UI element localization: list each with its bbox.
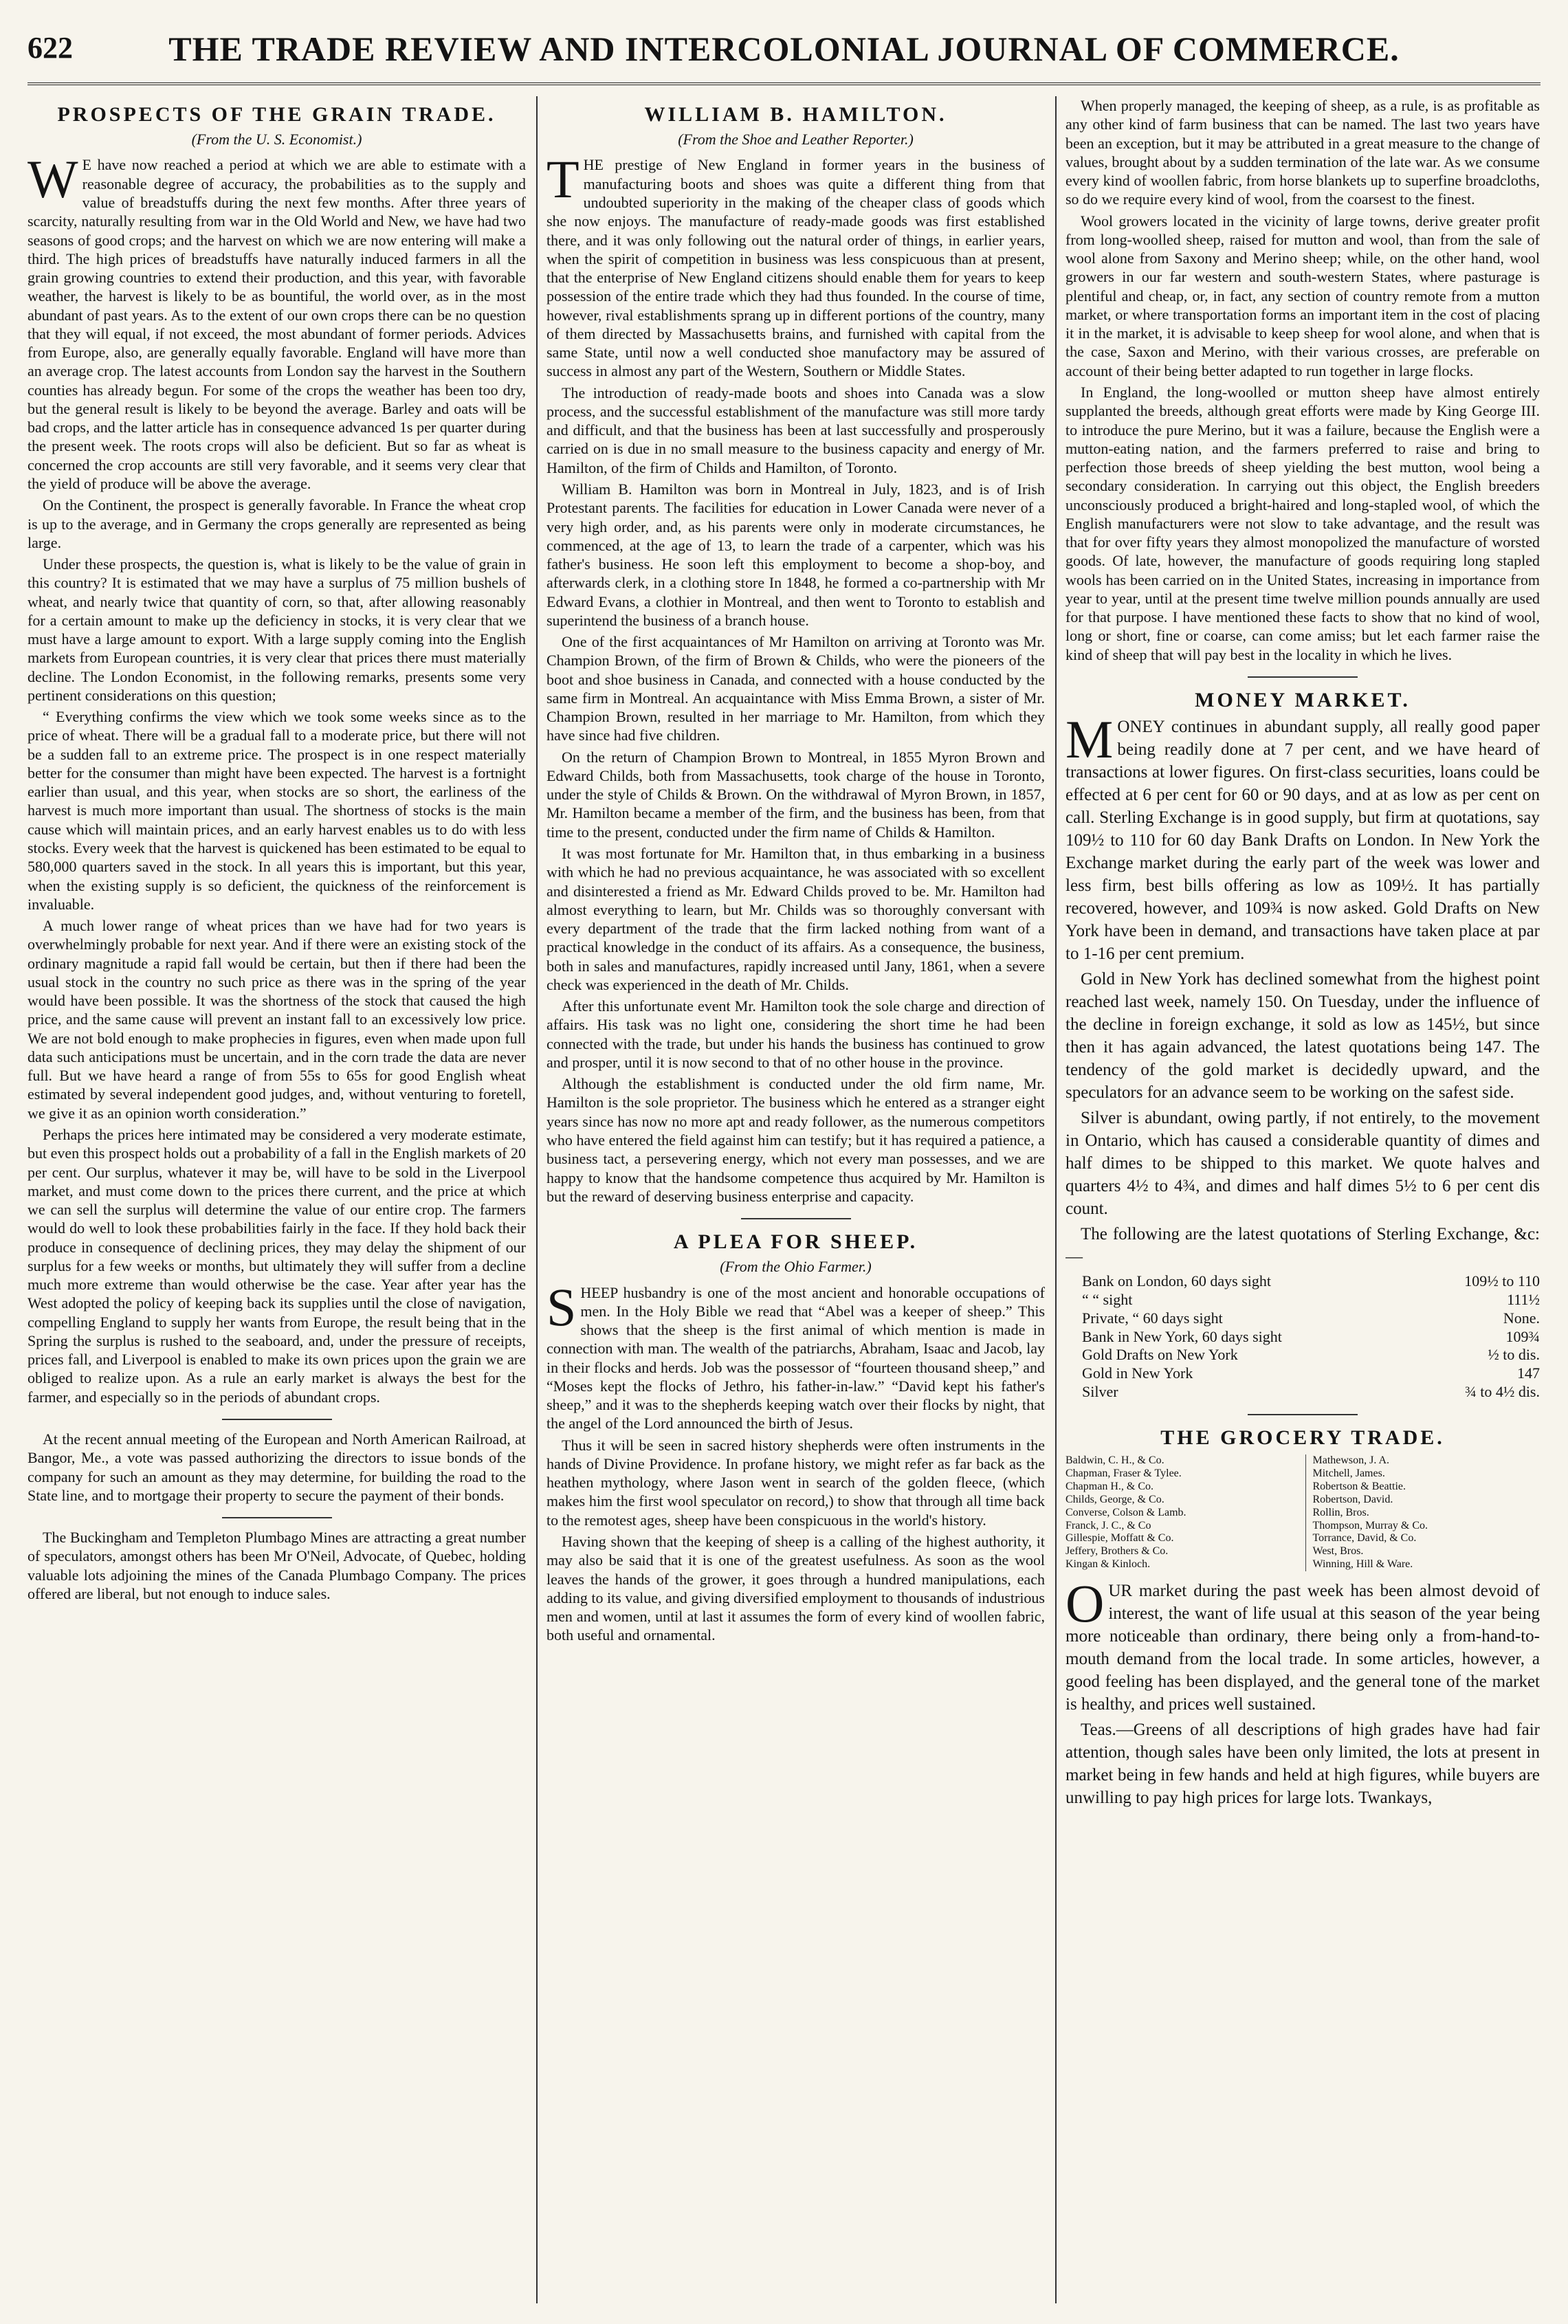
quote-row: Silver ¾ to 4½ dis. — [1082, 1383, 1540, 1401]
article-paragraph: When properly managed, the keeping of sheep, as a rule, is as profitable as any other kind of farm business that can be named. The last two years have been an exception, but it may be attributed in a great measure to the change of values, brought about by a sudden termination of the late war. As we consume every kind of woollen fabric, from horse blankets up to superfine broadcloths, so do we require every kind of wool, from the coarsest to the finest. — [1065, 97, 1540, 208]
exchange-quotations — [1082, 1272, 1540, 1402]
article-paragraph: Silver is abundant, owing partly, if not entirely, to the movement in Ontario, which has caused a considerable quantity of dimes and half dimes to be shipped to this market. We quote halves and quarters 4½ to 4¾, and dimes and half dimes 5½ to 6 per cent dis count. — [1065, 1109, 1540, 1219]
article-paragraph: Having shown that the keeping of sheep is a calling of the highest authority, it may also be said that it is one of the greatest usefulness. As soon as the wool leaves the hands of the grower, it goes through a hundred manipulations, each adding to its value, and giving diversified employment to thousands of industrious men and women, until at last it assumes the form of every kind of woollen fabric, both useful and ornamental. — [546, 1532, 1045, 1644]
firm-name: Winning, Hill & Ware. — [1312, 1558, 1413, 1571]
section-divider — [1248, 1414, 1358, 1415]
article-paragraph: William B. Hamilton was born in Montreal in July, 1823, and is of Irish Protestant parents. The facilities for education in Lower Canada were never of a very high order, and, as his parents were only in moderate circumstances, he commenced, at the age of 13, to learn the trade of a carpenter, which was his father's business. He soon left this employment to become a shop-boy, and afterwards clerk, in a clothing store In 1848, he formed a co-partnership with Mr Edward Evans, a clothier in Montreal, and then went to Toronto to establish and superintend the business of a branch house. — [546, 480, 1045, 629]
column-3 — [1065, 96, 1540, 2303]
article-paragraph: Although the establishment is conducted under the old firm name, Mr. Hamilton is the sole proprietor. The business which he entered as a stranger eight years since has now no more apt and ready follower, as the numerous competitors who have entered the field against him can testify; but it has required a patience, a business tact, a persevering energy, which not every man possesses, and we are happy to know that the handsome competence thus acquired by Mr. Hamilton is but the reward of deserving business enterprise and capacity. — [546, 1075, 1045, 1205]
article-paragraph: The following are the latest quotations of Sterling Exchange, &c:— — [1065, 1225, 1540, 1267]
firm-name: Converse, Colson & Lamb. — [1065, 1506, 1186, 1518]
article-paragraph: W E have now reached a period at which we are able to estimate with a reasonable degree of accuracy, the probabilities as to the supply and value of breadstuffs during the next few months. After three years of scarcity, naturally resulting from war in the Old World and New, we have had two seasons of good crops; and the harvest on which we are now entering will make a third. The high prices of breadstuffs have naturally induced farmers in all the grain growing countries to extend their production, and this year, with favorable weather, the harvest is likely to be as bountiful, the world over, as in the most abundant of past years. As to the extent of our own crops there can be no question that they will equal, if not exceed, the most abundant of former periods. Advices from Europe, also, are generally equally favorable. England will have more than an average crop. The latest accounts from London say the harvest in the Southern counties has already begun. For some of the crops the weather has been too dry, but the general result is likely to be beyond the average. Barley and oats will be bad crops, and the latter article has in consequence advanced 1s per quarter during the present week. The roots crops will also be deficient. But so far as wheat is concerned the crop accounts are still very favorable, and it seems very clear that the yield of produce will be above the average. — [27, 149, 526, 492]
article-title-grocery: THE GROCERY TRADE. — [1160, 1426, 1445, 1449]
firm-column-left — [1065, 1454, 1293, 1571]
quote-row: “ “ sight 111½ — [1082, 1290, 1540, 1308]
column-2 — [546, 96, 1045, 2303]
article-paragraph: Perhaps the prices here intimated may be considered a very moderate estimate, but even this prospect holds out a probability of a fall in the English markets of 20 per cent. Our surplus, whatever it may be, will have to be sold in the Liverpool market, and must come down to the prices there current, and the price at which we can sell the surplus will determine the value of our entire crop. The farmers would do well to look these probabilities fairly in the face. If they hold back their produce in consequence of declining prices, they may delay the shipment of our surplus for a few weeks or months, but ultimately they will suffer from a decline much more extreme than would otherwise be the case. Year after year has the West adopted the policy of keeping back its supplies until the close of navigation, compelling England to supply her wants from Europe, the result being that in the Spring the surplus is rushed to the seaboard, and, under the pressure of receipts, prices fall, and Liverpool is enabled to make its own prices upon the grain we are obliged to realize upon. As a rule an early market is always the best for the farmer, and especially so in the periods of abundant crops. — [27, 1126, 526, 1406]
column-rule — [1055, 96, 1057, 2303]
page-header — [27, 26, 1541, 85]
article-title-sheep: A PLEA FOR SHEEP. — [673, 1230, 918, 1254]
article-paragraph: OUR market during the past week has been almost devoid of interest, the want of life usual at this season of the year being more noticeable than ordinary, there being only a from-hand-to-mouth demand from the local trade. In some articles, however, a good feeling has been displayed, and the general tone of the market is healthy, and prices well sustained. — [1065, 1573, 1540, 1714]
article-source: (From the Shoe and Leather Reporter.) — [678, 131, 914, 148]
quote-row: Bank on London, 60 days sight 109½ to 110 — [1082, 1272, 1540, 1290]
firm-name: Rollin, Bros. — [1312, 1506, 1369, 1518]
section-divider — [222, 1419, 332, 1420]
masthead-title: THE TRADE REVIEW AND INTERCOLONIAL JOURNAL OF COMMERCE. — [168, 30, 1400, 68]
firm-list — [1065, 1454, 1540, 1571]
quote-row: Gold in New York 147 — [1082, 1364, 1540, 1382]
article-paragraph: A much lower range of wheat prices than we have had for two years is overwhelmingly probable for next year. And if there were an existing stock of the ordinary magnitude a rapid fall would be certain, but then if there had been the usual stock in the country no such price as there was in the spring of the year would have been possible. It was the shortness of the stock that caused the high price, and the same cause will prevent an instant fall to an excessively low price. We are not bold enough to make prophecies in figures, even when made upon full data such anticipations must be uncertain, and in the corn trade the data are never full. But we have heard a range of from 55s to 65s for good English wheat estimated by several independent good judges, and, without venturing to foretell, we give it as an opinion worth consideration.” — [27, 917, 526, 1122]
firm-name: Mathewson, J. A. — [1312, 1454, 1390, 1467]
article-paragraph: Gold in New York has declined somewhat from the highest point reached last week, namely 150. On Tuesday, under the influence of the decline in foreign exchange, it sold as low as 145½, but since then it has again advanced, the latest quotations being 147. The tendency of the gold market is decidedly upward, and the speculators for an advance seem to be working on the safest side. — [1065, 970, 1540, 1103]
firm-name: Franck, J. C., & Co — [1065, 1519, 1151, 1531]
firm-name: West, Bros. — [1312, 1545, 1364, 1558]
article-paragraph: Wool growers located in the vicinity of large towns, derive greater profit from long-woolled sheep, raised for mutton and wool, than from the sale of wool alone from Saxony and Merino sheep; while, on the other hand, wool growers in our far western and south-western States, where pasturage is plentiful and cheap, or, in fact, any section of country remote from a mutton market, or where transportation forms an important item in the cost of placing it in the market, it is advisable to keep sheep for wool alone, and when that is the case, Saxon and Merino, with their various crosses, are preferable on account of their being better adapted to run together in large flocks. — [1065, 212, 1540, 379]
drop-cap: W — [27, 149, 78, 210]
firm-name: Chapman, Fraser & Tylee. — [1065, 1468, 1182, 1480]
firm-name: Childs, George, & Co. — [1065, 1493, 1164, 1505]
firm-name: Jeffery, Brothers & Co. — [1065, 1545, 1169, 1558]
article-source: (From the Ohio Farmer.) — [720, 1258, 872, 1276]
article-paragraph: Teas.—Greens of all descriptions of high grades have had fair attention, though sales have been only limited, the lots at present in market being in few hands and held at high figures, while buyers are unwilling to pay high prices for large lots. Twankays, — [1065, 1720, 1540, 1808]
news-note: At the recent annual meeting of the European and North American Railroad, at Bangor, Me., a vote was passed authorizing the directors to issue bonds of the company for such an amount as they may determine, for building the road to the State line, and to mortgage their property to secure the payment of their bonds. — [27, 1430, 526, 1504]
section-divider — [741, 1218, 851, 1219]
article-paragraph: MONEY continues in abundant supply, all really good paper being readily done at 7 per cent, and we have heard of transactions at lower figures. On first-class securities, loans could be effected at 6 per cent for 60 or 90 days, and at as low as per cent on call. Sterling Exchange is in good supply, but firm at quotations, say 109½ to 110 for 60 day Bank Drafts on London. In New York the Exchange market during the early part of the week was lower and less firm, best bills offering as low as 109½. It has partially recovered, however, and 109¾ is now asked. Gold Drafts on New York have been in demand, and transactions have taken place at par to 1-16 per cent premium. — [1065, 709, 1540, 964]
grocery-body — [1065, 1573, 1540, 1809]
article-title-money: MONEY MARKET. — [1195, 688, 1411, 711]
news-note: The Buckingham and Templeton Plumbago Mines are attracting a great number of speculators, amongst others has been Mr O'Neil, Advocate, of Quebec, holding valuable lots adjoining the mines of the Canada Plumbago Company. The prices offered are liberal, but not enough to induce sales. — [27, 1529, 526, 1602]
firm-name: Kingan & Kinloch. — [1065, 1558, 1151, 1571]
article-paragraph: SHEEP husbandry is one of the most ancient and honorable occupations of men. In the Holy Bible we read that “Abel was a keeper of sheep.” This shows that the sheep is the first animal of which mention is made in connection with man. The wealth of the patriarchs, Abraham, Isaac and Jacob, lay in their flocks and herds. Job was the possessor of “fourteen thousand sheep,” and “Moses kept the flocks of Jethro, his father-in-law.” “David kept his father's sheep,” and it was to the shepherds keeping watch over their flocks by night, that the angel of the Lord announced the birth of Jesus. — [546, 1276, 1045, 1432]
drop-cap: S — [546, 1276, 577, 1337]
quote-row: Gold Drafts on New York ½ to dis. — [1082, 1346, 1540, 1364]
firm-name: Baldwin, C. H., & Co. — [1065, 1454, 1164, 1467]
quote-row: Private, “ 60 days sight None. — [1082, 1309, 1540, 1327]
article-paragraph: The introduction of ready-made boots and shoes into Canada was a slow process, and the successful establishment of the manufacture was still more tardy and difficult, and that the business has been at last successfully and prosperously carried on is due in no small measure to the business capacity and energy of Mr. Hamilton, of the firm of Childs and Hamilton, of Toronto. — [546, 384, 1045, 476]
firm-column-right — [1305, 1454, 1541, 1571]
firm-name: Thompson, Murray & Co. — [1312, 1519, 1428, 1531]
article-paragraph: Thus it will be seen in sacred history shepherds were often instruments in the hands of Divine Providence. In profane history, we might refer as far back as the heathen mythology, where Jason went in search of the golden fleece, (which makes him the first wool speculator on record,) to show that through all time back to the remotest ages, sheep have been conspicuous in the world's history. — [546, 1436, 1045, 1529]
drop-cap: M — [1065, 709, 1114, 770]
article-paragraph: Under these prospects, the question is, what is likely to be the value of grain in this country? It is estimated that we may have a surplus of 75 million bushels of wheat, and nearly twice that quantity of corn, so that, after allowing reasonably for a certain amount to make up the deficiency in stocks, it is very clear that we must have a large amount to export. With a large supply coming into the English markets from European countries, it is very clear that prices there must materially decline. The London Economist, in the following remarks, presents some very pertinent considerations on this question; — [27, 555, 526, 704]
article-source: (From the U. S. Economist.) — [191, 131, 362, 148]
article-title-grain: PROSPECTS OF THE GRAIN TRADE. — [57, 103, 496, 126]
money-market-body — [1065, 709, 1540, 1268]
section-divider — [1248, 676, 1358, 678]
drop-cap: O — [1065, 1573, 1105, 1634]
firm-name: Chapman H., & Co. — [1065, 1480, 1153, 1492]
article-paragraph: On the return of Champion Brown to Montreal, in 1855 Myron Brown and Edward Childs, both from Massachusetts, took charge of the house in Toronto, under the style of Childs & Brown. On the withdrawal of Myron Brown, in 1857, Mr. Hamilton became a member of the firm, and the business has been, from that time to the present, conducted under the firm name of Childs & Hamilton. — [546, 748, 1045, 841]
firm-name: Gillespie, Moffatt & Co. — [1065, 1532, 1174, 1545]
column-1 — [27, 96, 526, 2303]
article-title-hamilton: WILLIAM B. HAMILTON. — [644, 103, 947, 126]
firm-name: Torrance, David, & Co. — [1312, 1532, 1417, 1545]
section-divider — [222, 1517, 332, 1518]
article-paragraph: It was most fortunate for Mr. Hamilton that, in thus embarking in a business with which he had no previous acquaintance, he was associated with so excellent and disinterested a friend as Mr. Edward Childs proved to be. Mr. Hamilton had almost everything to learn, but Mr. Childs was so thoroughly conversant with every department of the trade that the firm lacked nothing from want of a practical knowledge in the conduct of its affairs. As a consequence, the business, both in sales and manufactures, rapidly increased until Jany, 1861, when a severe check was experienced in the death of Mr. Childs. — [546, 845, 1045, 993]
article-paragraph: After this unfortunate event Mr. Hamilton took the sole charge and direction of affairs. His task was no light one, considering the short time he had been connected with the trade, but under his hands the business has continued to grow and prosper, until it is now second to that of no other house in the province. — [546, 997, 1045, 1071]
article-paragraph: One of the first acquaintances of Mr Hamilton on arriving at Toronto was Mr. Champion Brown, of the firm of Brown & Childs, who were the pioneers of the boot and shoe business in Canada, and connected with a house conducted by the same firm in Montreal. An acquaintance with Miss Emma Brown, a sister of Mr. Champion Brown, resulted in her marriage to Mr. Hamilton, from which they have since had five children. — [546, 633, 1045, 744]
drop-cap: T — [546, 149, 579, 210]
column-rule — [536, 96, 538, 2303]
article-paragraph: THE prestige of New England in former years in the business of manufacturing boots and shoes was quite a different thing from that undoubted superiority in the making of the cheaper class of goods which she now enjoys. The manufacture of ready-made goods was first established there, and it was only following out the natural order of things, in earlier years, when the spirit of competition in business was less conspicuous than at present, that the enterprise of New England citizens should enable them for years to keep possession of the entire trade which they had thus founded. In the course of time, however, rival establishments sprang up in different portions of the country, many of them directed by Massachusetts brains, and furnished with capital from the same State, until now a well conducted shoe manufactory may be assured of success in almost any part of the Western, Southern or Middle States. — [546, 149, 1045, 380]
firm-name: Mitchell, James. — [1312, 1468, 1385, 1480]
article-paragraph: On the Continent, the prospect is generally favorable. In France the wheat crop is up to the average, and in Germany the crops generally are represented as being large. — [27, 496, 526, 551]
article-paragraph: In England, the long-woolled or mutton sheep have almost entirely supplanted the breeds, although great efforts were made by King George III. to introduce the pure Merino, but it was a failure, because the English were a mutton-eating nation, and the farmers preferred to raise and bring to perfection those breeds of sheep yielding the best mutton, wool being a secondary consideration. In carrying out this object, the English breeders unconsciously produced a bright-haired and long-stapled wool, of which the English manufacturers were not slow to take advantage, and the result was that for over fifty years they almost monopolized the manufacture of worsted goods. Of late, however, the manufacture of goods requiring long stapled wools has been carried on in the United States, increasing in importance from year to year, until at the present time twelve million pounds annually are used for that purpose. I have mentioned these facts to show that no kind of wool, long or short, fine or coarse, can come amiss; but let each farmer raise the kind of sheep that will pay best in the locality in which he lives. — [1065, 383, 1540, 663]
quote-row: Bank in New York, 60 days sight 109¾ — [1082, 1327, 1540, 1345]
firm-name: Robertson, David. — [1312, 1493, 1393, 1505]
firm-name: Robertson & Beattie. — [1312, 1480, 1406, 1492]
article-paragraph: “ Everything confirms the view which we took some weeks since as to the price of wheat. There will be a gradual fall to a moderate price, but there will not be a sudden fall to an extreme price. The prospect is in one respect materially better for the consumer than might have been expected. The harvest is a fortnight earlier than usual, and this year, when stocks are so short, the earliness of the harvest is much more important than usual. The shortness of stocks is the main cause which will maintain prices, and an early harvest enables us to do with less stocks. Every week that the harvest is quickened has been estimated to be equal to 580,000 quarters saved in the stock. In all years this is important, but this year, when the existing supply is so deficient, the quickness of the reinforcement is invaluable. — [27, 708, 526, 913]
page-number: 622 — [27, 31, 73, 65]
